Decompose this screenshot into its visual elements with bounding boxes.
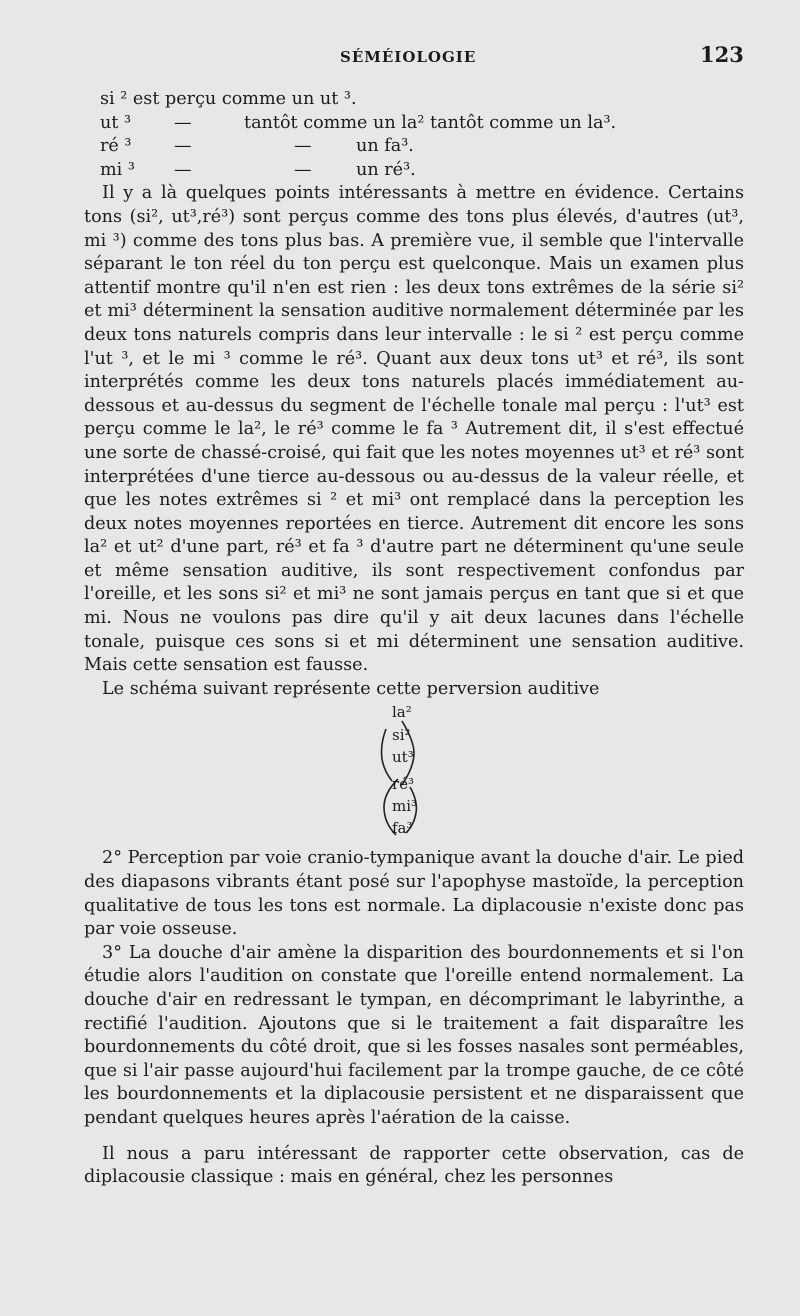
- running-title: SÉMÉIOLOGIE: [340, 48, 477, 66]
- perversion-scheme: [84, 701, 744, 847]
- ditto-dash: —: [174, 136, 192, 157]
- correspondence-line: [84, 88, 744, 112]
- scheme-note: ut³: [392, 748, 414, 767]
- paragraph: 3° La douche d'air amène la disparition des bourdonnements et si l'on étudie alors l'audition on constate que l'oreille entend normalement. La douche d'air en redressant le tympan, en décomprimant le labyrinthe, a rectifié l'audition. Ajoutons que si le traitement a fait disparaître les bourdonnements du côté droit, que si les fosses nasales sont perméables, que si l'air passe aujourd'hui facilement par la trompe gauche, de ce côté les bourdonnements et la diplacousie persistent et ne disparaissent que pendant quelques heures après l'aération de la caisse.: [84, 942, 744, 1128]
- paragraph: 2° Perception par voie cranio-tympanique avant la douche d'air. Le pied des diapasons vibrants étant posé sur l'apophyse mastoïde, la perception qualitative de tous les tons est normale. La diplacousie n'existe donc pas par voie osseuse.: [84, 848, 744, 940]
- ditto-dash: —: [174, 159, 192, 180]
- correspondence-note: ut ³: [100, 112, 132, 133]
- paragraph-gap: [84, 1131, 744, 1143]
- page-number: 123: [700, 42, 744, 67]
- correspondence-text: tantôt comme un la² tantôt comme un la³.: [244, 112, 617, 133]
- ditto-dash: —: [294, 136, 312, 157]
- correspondence-line: [84, 112, 744, 136]
- paragraph: Le schéma suivant représente cette perversion auditive: [102, 678, 600, 699]
- scheme-note: ré³: [392, 775, 415, 794]
- page-header: [0, 42, 800, 76]
- scheme-note: la²: [392, 703, 412, 722]
- correspondence-text: un fa³.: [356, 136, 414, 157]
- paragraph: Il nous a paru intéressant de rapporter cette observation, cas de diplacousie classique : mais en général, chez les personnes: [84, 1143, 744, 1188]
- scheme-note: fa³: [392, 819, 413, 838]
- correspondence-line: [84, 159, 744, 183]
- scheme-note: si²: [392, 726, 411, 745]
- correspondence-note: mi ³: [100, 159, 135, 180]
- ditto-dash: —: [174, 112, 192, 133]
- paragraph: Il y a là quelques points intéressants à mettre en évidence. Certains tons (si², ut³,ré³) sont perçus comme des tons plus élevés, d'autres (ut³, mi ³) comme des tons plus bas. A première vue, il semble que l'intervalle séparant le ton réel du ton perçu est quelconque. Mais un examen plus attentif montre qu'il n'en est rien : les deux tons extrêmes de la série si² et mi³ déterminent la sensation auditive normalement déterminée par les deux tons naturels compris dans leur intervalle : le si ² est perçu comme l'ut ³, et le mi ³ comme le ré³. Quant aux deux tons ut³ et ré³, ils sont interprétés comme les deux tons naturels placés immédiatement au-dessous et au-dessus du segment de l'échelle tonale mal perçu : l'ut³ est perçu comme le la², le ré³ comme le fa ³ Autrement dit, il s'est effectué une sorte de chassé-croisé, qui fait que les notes moyennes ut³ et ré³ sont interprétées d'une tierce au-dessous ou au-dessus de la valeur réelle, et que les notes extrêmes si ² et mi³ ont remplacé dans la perception les deux notes moyennes reportées en tierce. Autrement dit encore les sons la² et ut² d'une part, ré³ et fa ³ d'autre part ne déterminent qu'une seule et même sensation auditive, ils sont respectivement confondus par l'oreille, et les sons si² et mi³ ne sont jamais perçus en tant que si et que mi. Nous ne voulons pas dire qu'il y ait deux lacunes dans l'échelle tonale, puisque ces sons si et mi déterminent une sensation auditive. Mais cette sensation est fausse.: [84, 183, 744, 676]
- page-body: [84, 88, 744, 1190]
- scheme-note: mi³: [392, 797, 418, 816]
- correspondence-note: ré ³: [100, 136, 132, 157]
- correspondence-line: [84, 135, 744, 159]
- correspondence-text: si ² est perçu comme un ut ³.: [100, 89, 357, 109]
- correspondence-text: un ré³.: [356, 159, 416, 180]
- ditto-dash: —: [294, 159, 312, 180]
